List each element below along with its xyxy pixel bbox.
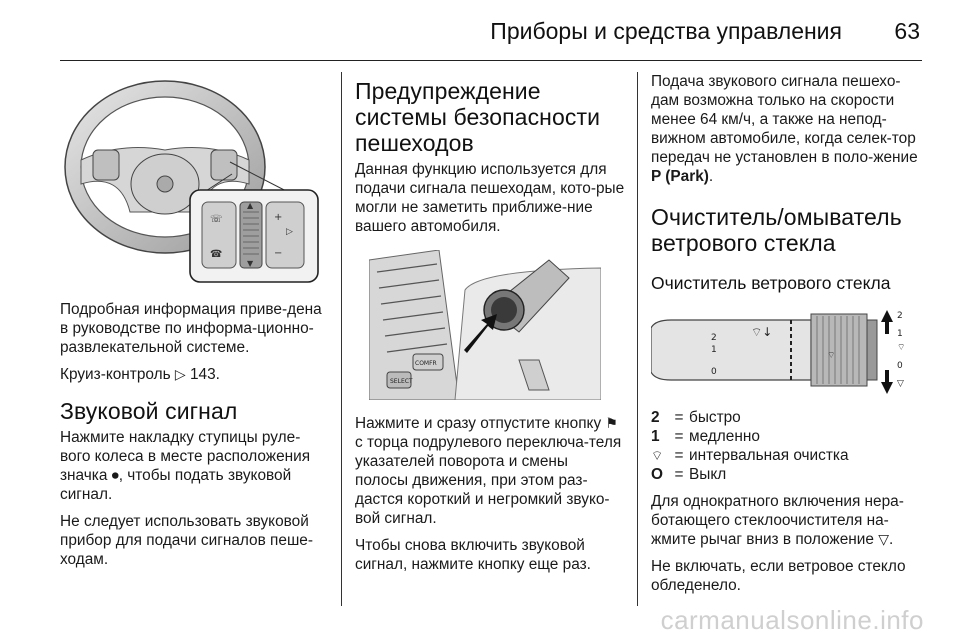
wiper-stalk-illustration <box>651 306 919 398</box>
wiper-intermittent-icon: ⌔ <box>897 343 906 353</box>
column-left <box>60 72 324 577</box>
page-header <box>0 0 960 62</box>
speed-note-a: Подача звукового сигнала пешехо-дам возможна только на скорости менее 64 км/ч, а также на непод-вижном автомобиле, когда селек-тор передач не установлен в поло-жение <box>651 73 918 166</box>
watermark: carmanualsonline.info <box>660 605 924 635</box>
wiper-stalk-label-1: 1 <box>711 345 717 355</box>
wiper-single-icon: ▽ <box>897 379 904 389</box>
icy-windshield-warning: Не включать, если ветровое стекло обледенело. <box>651 558 906 594</box>
page-ref-icon: ▷ <box>174 366 186 382</box>
infotainment-note: Подробная информация приве-дена в руководстве по информа-ционно-развлекательной системе. <box>60 301 322 356</box>
legend-equals: = <box>674 428 684 445</box>
stalk-comfort-label: COMFR <box>415 360 437 367</box>
svg-text:−: − <box>274 248 283 259</box>
legend-row-fast <box>651 408 926 427</box>
wiper-legend <box>651 408 926 484</box>
wiper-stalk-drawing <box>651 306 919 398</box>
wiper-washer-heading: Очиститель/омыватель ветрового стекла <box>651 204 902 256</box>
pedestrian-alert-instructions <box>355 414 625 528</box>
wiper-stalk-label-0: 0 <box>711 367 717 377</box>
intermittent-wipe-icon: ⌔ <box>651 448 664 463</box>
svg-text:☎: ☎ <box>210 249 223 260</box>
header-divider <box>60 60 922 61</box>
park-position: P (Park) <box>651 168 709 185</box>
stalk-select-label: SELECT <box>390 378 413 385</box>
svg-text:+: + <box>274 212 283 223</box>
page-header-title: Приборы и средства управления <box>490 18 842 44</box>
pedestrian-alert-description: Данная функцию используется для подачи сигнала пешеходам, кото-рые могли не заметить приближе-ние вашего автомобиля. <box>355 161 625 235</box>
legend-value: медленно <box>689 428 760 445</box>
steering-wheel-drawing <box>60 72 324 284</box>
legend-equals: = <box>674 466 684 483</box>
legend-value: Выкл <box>689 466 727 483</box>
wiper-position-1: 1 <box>897 329 903 339</box>
svg-text:▲: ▲ <box>247 201 254 210</box>
column-right <box>651 72 926 603</box>
legend-row-slow <box>651 427 926 446</box>
legend-value: быстро <box>689 409 741 426</box>
page-number: 63 <box>894 18 920 44</box>
single-wipe-icon: ▽ <box>878 531 889 547</box>
wiper-position-0: 0 <box>897 361 903 371</box>
wiper-position-2: 2 <box>897 311 903 321</box>
washer-spray-icon: ⌔↓ <box>751 325 773 339</box>
column-divider-1 <box>341 72 342 606</box>
legend-equals: = <box>674 447 684 464</box>
horn-instructions <box>60 428 324 504</box>
single-wipe-a: Для однократного включения нера-ботающего стеклоочистителя на-жмите рычаг вниз в положение <box>651 493 904 548</box>
single-wipe-instructions <box>651 492 926 549</box>
cruise-control-text: Круиз-контроль <box>60 366 175 383</box>
legend-key: O <box>651 466 663 483</box>
pedestrian-alert-icon: ⚑ <box>605 415 618 431</box>
wiper-ring-icon: ⌔ <box>827 351 836 361</box>
svg-text:▼: ▼ <box>247 259 254 268</box>
legend-key: 1 <box>651 428 660 445</box>
turn-signal-stalk-illustration <box>369 250 601 400</box>
column-middle <box>355 72 625 582</box>
column-divider-2 <box>637 72 638 606</box>
steering-wheel-illustration <box>60 72 324 284</box>
cruise-control-page[interactable]: 143. <box>189 366 220 383</box>
pedestrian-alert-speed-note <box>651 72 926 186</box>
cruise-control-ref <box>60 365 324 384</box>
pedestrian-alert-instructions-b: с торца подрулевого переключа-теля указателей поворота и смены полосы движения, при этом раз-дастся короткий и негромкий звуко-вой сигнал. <box>355 434 622 527</box>
speed-note-c: . <box>708 168 714 185</box>
pedestrian-alert-heading: Предупреждение системы безопасности пешеходов <box>355 78 601 156</box>
svg-text:▷: ▷ <box>286 227 293 237</box>
legend-equals: = <box>674 409 684 426</box>
pedestrian-alert-instructions-a: Нажмите и сразу отпустите кнопку <box>355 415 606 432</box>
svg-text:☏: ☏ <box>210 214 223 225</box>
stalk-drawing <box>369 250 601 400</box>
legend-row-off <box>651 465 926 484</box>
horn-heading: Звуковой сигнал <box>60 398 238 424</box>
pedestrian-alert-repeat: Чтобы снова включить звуковой сигнал, нажмите кнопку еще раз. <box>355 537 591 573</box>
single-wipe-b: . <box>889 531 894 548</box>
wiper-subheading: Очиститель ветрового стекла <box>651 273 891 293</box>
legend-row-interval <box>651 446 926 465</box>
horn-icon: ⏺ <box>111 467 119 483</box>
legend-value: интервальная очистка <box>689 447 849 464</box>
legend-key: 2 <box>651 409 660 426</box>
horn-instructions-a: Нажмите накладку ступицы руле-вого колеса в месте расположения значка <box>60 429 311 484</box>
horn-warning: Не следует использовать звуковой прибор для подачи сигналов пеше-ходам. <box>60 513 313 568</box>
horn-instructions-b: , чтобы подать звуковой сигнал. <box>60 467 292 503</box>
wiper-stalk-label-2: 2 <box>711 333 717 343</box>
